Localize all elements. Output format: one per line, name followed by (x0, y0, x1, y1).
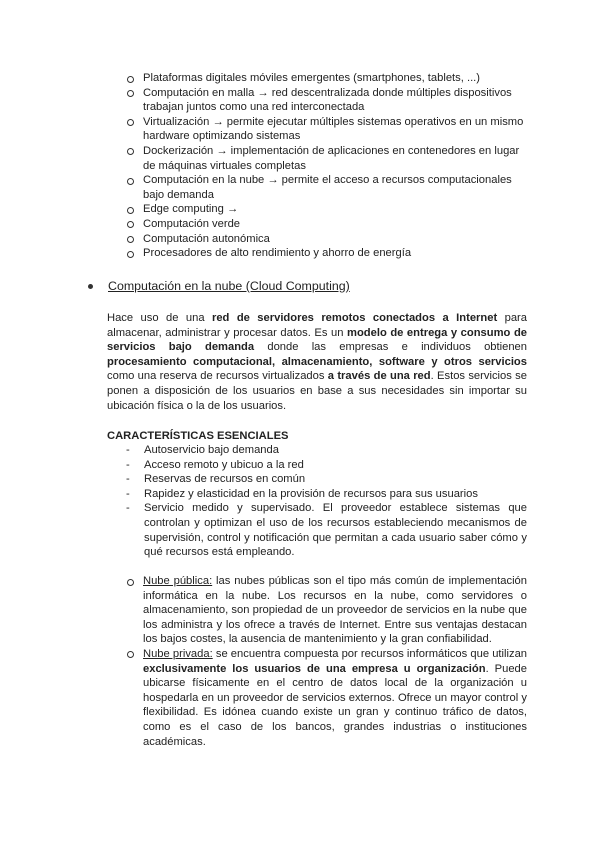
characteristics-title: CARACTERÍSTICAS ESENCIALES (107, 430, 289, 442)
nube-privada-item (126, 647, 527, 749)
text-run: se encuentra compuesta por recursos informáticos que utilizan (212, 647, 528, 660)
bold-run: exclusivamente los usuarios de una empresa u organización (143, 662, 486, 675)
list-item: - Servicio medido y supervisado. El proveedor establece sistemas que controlan y optimizan el uso de los recursos estableciendo mecanismos de supervisión, control y notificación que permitan a cada usuario saber cómo y qué recursos está empleando. (124, 501, 527, 559)
list-item: Procesadores de alto rendimiento y ahorro de energía (126, 246, 526, 261)
text-run: para almacenar, administrar y procesar datos. Es un (107, 312, 528, 339)
section-heading-text: Computación en la nube (Cloud Computing) (108, 279, 350, 293)
list-item: Virtualización → permite ejecutar múltiples sistemas operativos en un mismo hardware optimizando sistemas (126, 115, 526, 144)
list-item: Dockerización → implementación de aplicaciones en contenedores en lugar de máquinas virtuales completas (126, 144, 526, 173)
list-item: Computación autonómica (126, 232, 526, 247)
list-item: - Acceso remoto y ubicuo a la red (124, 458, 527, 473)
list-item: Plataformas digitales móviles emergentes (smartphones, tablets, ...) (126, 71, 526, 86)
text-run: Hace uso de una (107, 312, 212, 324)
nube-publica-text: las nubes públicas son el tipo más común de implementación informática en la nube. Los recursos en la nube, como servidores o almacenamiento, son propiedad de un proveedor de servicios en la nube que los administra y los ofrece a través de Internet. Entre sus ventajas destacan los bajos costes, la ausencia de mantenimiento y la gran confiabilidad. (143, 575, 528, 646)
list-item: Computación verde (126, 217, 526, 232)
nube-publica-item (126, 574, 527, 647)
text-run: . Puede ubicarse físicamente en el centro de datos local de la organización u hospedarla en un proveedor de servicios externos. Ofrece un mayor control y flexibilidad. Es idónea cuando existe un gran y continuo tráfico de datos, como es el caso de los bancos, grandes industrias o instituciones académicas. (143, 662, 527, 748)
bold-run: procesamiento computacional, almacenamiento, software y otros servicios (107, 355, 527, 368)
bullet-icon (88, 284, 93, 289)
text-run: donde las empresas e individuos obtienen (254, 341, 527, 354)
bold-run: modelo de entrega y consumo de servicios bajo demanda (107, 326, 527, 354)
text-run: como una reserva de recursos virtualizados (107, 370, 328, 383)
text-run: . Estos servicios se ponen a disposición de los usuarios en base a sus necesidades sin importar su ubicación física o la de los usuarios. (107, 370, 527, 412)
bold-run: a través de una red (327, 370, 431, 383)
nube-publica-label: Nube pública: (143, 575, 213, 587)
list-item: Edge computing → (126, 202, 526, 217)
list-item: - Autoservicio bajo demanda (124, 443, 527, 458)
bold-run: red de servidores remotos conectados a Internet (211, 312, 498, 324)
section-heading (92, 279, 350, 294)
list-item: Computación en malla → red descentralizada donde múltiples dispositivos trabajan juntos como una red interconectada (126, 86, 526, 115)
technology-list (126, 71, 526, 261)
list-item: - Rapidez y elasticidad en la provisión de recursos para sus usuarios (124, 487, 527, 502)
characteristics-list (124, 443, 527, 560)
nube-privada-label: Nube privada: (143, 647, 213, 660)
list-item: Computación en la nube → permite el acceso a recursos computacionales bajo demanda (126, 173, 526, 202)
cloud-types-list (126, 574, 527, 749)
list-item: - Reservas de recursos en común (124, 472, 527, 487)
definition-paragraph (107, 311, 527, 413)
